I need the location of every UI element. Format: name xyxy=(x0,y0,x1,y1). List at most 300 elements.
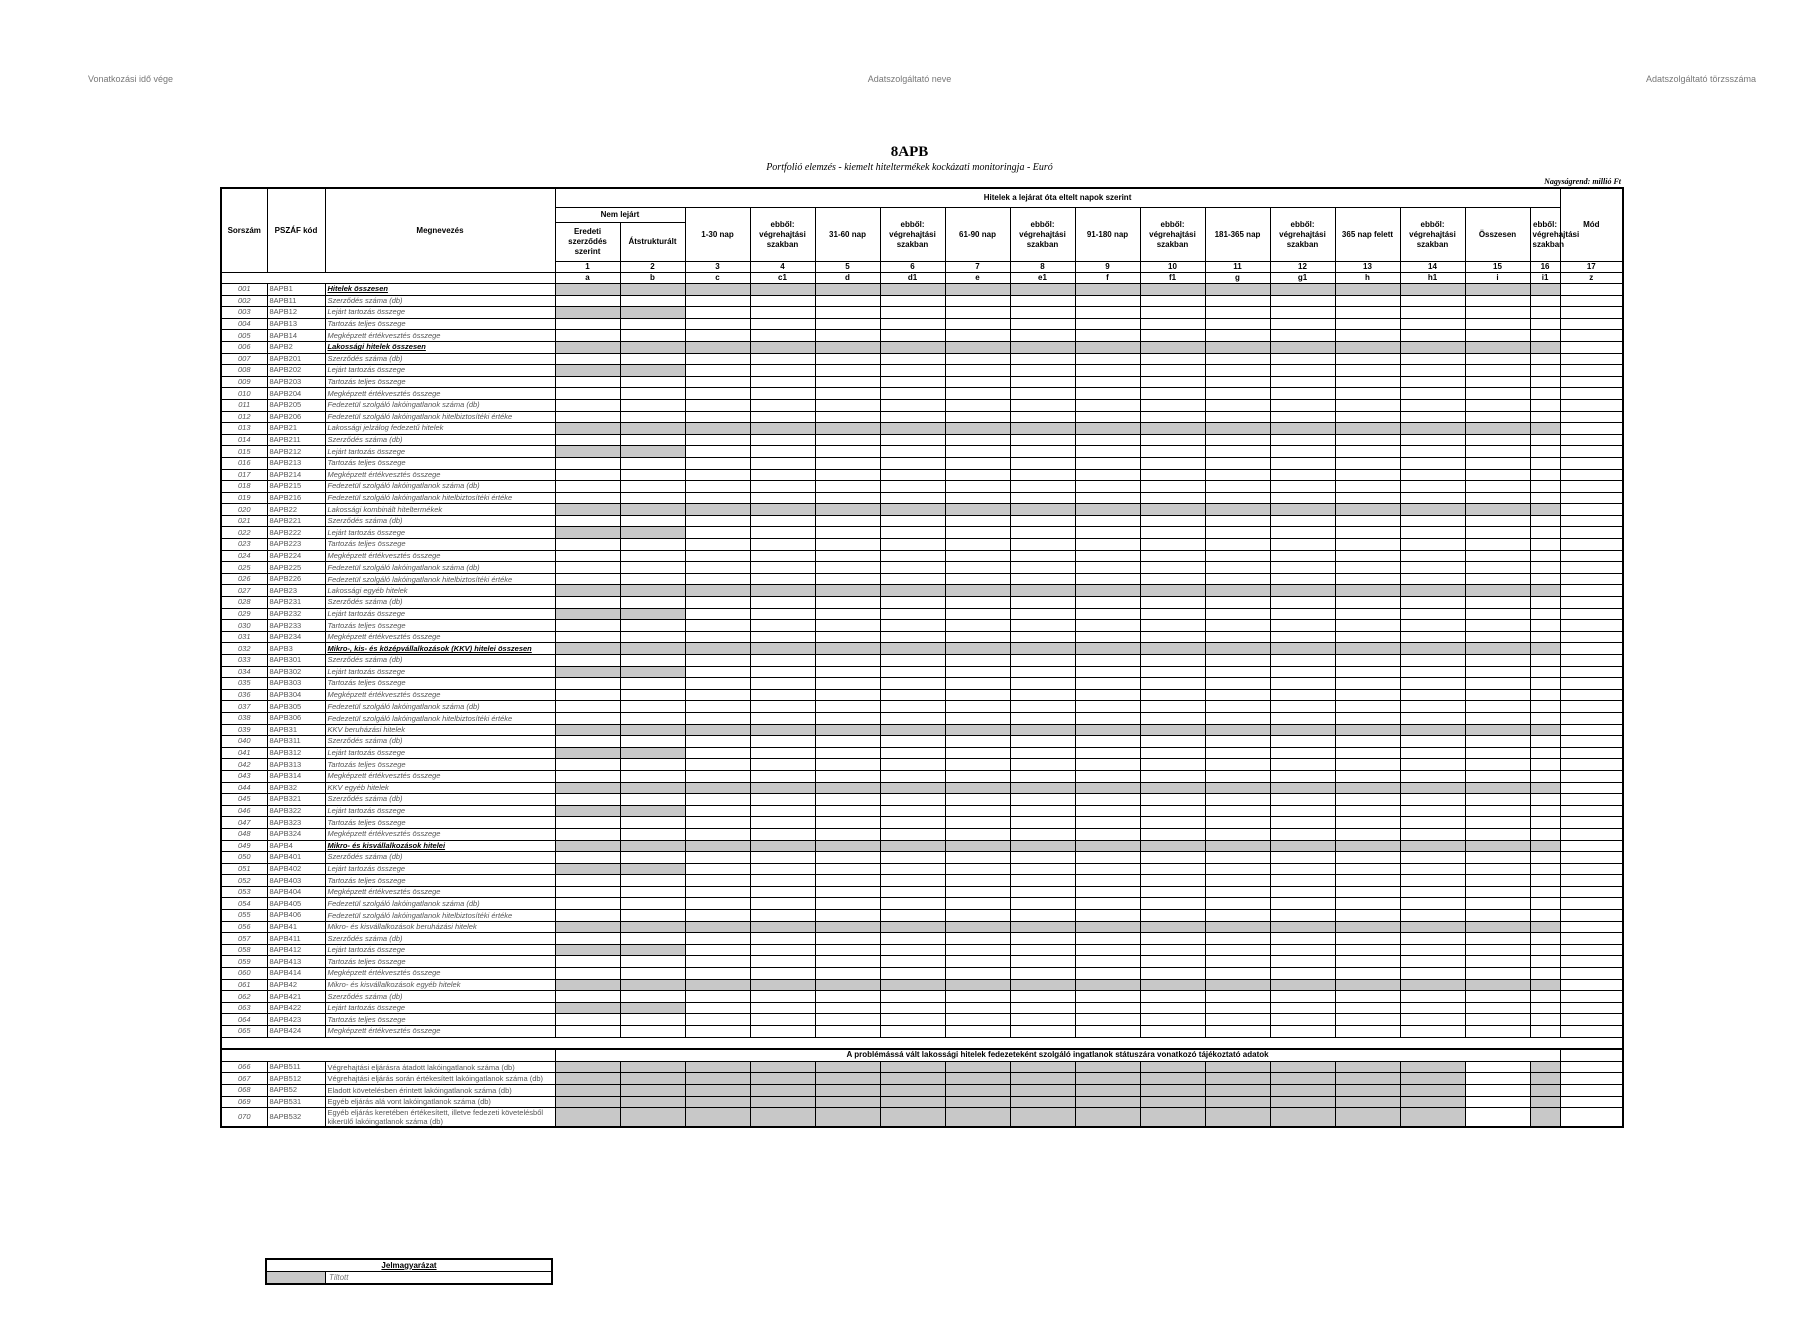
data-cell[interactable] xyxy=(1140,527,1205,539)
data-cell[interactable] xyxy=(945,597,1010,609)
data-cell[interactable] xyxy=(1075,411,1140,423)
data-cell[interactable] xyxy=(1400,910,1465,922)
data-cell[interactable] xyxy=(1205,608,1270,620)
data-cell[interactable] xyxy=(1270,457,1335,469)
data-cell[interactable] xyxy=(685,608,750,620)
data-cell[interactable] xyxy=(1530,678,1560,690)
data-cell[interactable] xyxy=(880,805,945,817)
data-cell[interactable] xyxy=(1075,365,1140,377)
data-cell[interactable] xyxy=(1270,318,1335,330)
data-cell[interactable] xyxy=(880,933,945,945)
data-cell[interactable] xyxy=(1335,353,1400,365)
data-cell[interactable] xyxy=(1075,852,1140,864)
data-cell[interactable] xyxy=(1205,736,1270,748)
data-cell[interactable] xyxy=(1010,828,1075,840)
mod-cell[interactable] xyxy=(1560,307,1623,319)
data-cell[interactable] xyxy=(815,736,880,748)
mod-cell[interactable] xyxy=(1560,620,1623,632)
data-cell[interactable] xyxy=(945,481,1010,493)
data-cell[interactable] xyxy=(620,434,685,446)
data-cell[interactable] xyxy=(750,1014,815,1026)
data-cell[interactable] xyxy=(1140,1002,1205,1014)
data-cell[interactable] xyxy=(1140,631,1205,643)
data-cell[interactable] xyxy=(750,573,815,585)
data-cell[interactable] xyxy=(750,666,815,678)
data-cell[interactable] xyxy=(1465,655,1530,667)
data-cell[interactable] xyxy=(1530,712,1560,724)
data-cell[interactable] xyxy=(1010,898,1075,910)
mod-cell[interactable] xyxy=(1560,457,1623,469)
data-cell[interactable] xyxy=(1465,330,1530,342)
data-cell[interactable] xyxy=(750,434,815,446)
data-cell[interactable] xyxy=(1075,689,1140,701)
mod-cell[interactable] xyxy=(1560,353,1623,365)
data-cell[interactable] xyxy=(685,794,750,806)
data-cell[interactable] xyxy=(945,527,1010,539)
mod-cell[interactable] xyxy=(1560,770,1623,782)
data-cell[interactable] xyxy=(945,910,1010,922)
data-cell[interactable] xyxy=(750,446,815,458)
data-cell[interactable] xyxy=(1140,1014,1205,1026)
data-cell[interactable] xyxy=(1205,527,1270,539)
data-cell[interactable] xyxy=(685,307,750,319)
data-cell[interactable] xyxy=(620,770,685,782)
data-cell[interactable] xyxy=(945,956,1010,968)
data-cell[interactable] xyxy=(1400,550,1465,562)
data-cell[interactable] xyxy=(685,318,750,330)
data-cell[interactable] xyxy=(1010,968,1075,980)
data-cell[interactable] xyxy=(1270,631,1335,643)
data-cell[interactable] xyxy=(750,597,815,609)
data-cell[interactable] xyxy=(1075,469,1140,481)
data-cell[interactable] xyxy=(1140,794,1205,806)
data-cell[interactable] xyxy=(815,573,880,585)
data-cell[interactable] xyxy=(1530,770,1560,782)
data-cell[interactable] xyxy=(1335,770,1400,782)
mod-cell[interactable] xyxy=(1560,1108,1623,1128)
mod-cell[interactable] xyxy=(1560,295,1623,307)
data-cell[interactable] xyxy=(1010,886,1075,898)
data-cell[interactable] xyxy=(1140,469,1205,481)
data-cell[interactable] xyxy=(1270,991,1335,1003)
data-cell[interactable] xyxy=(1140,701,1205,713)
data-cell[interactable] xyxy=(1530,852,1560,864)
data-cell[interactable] xyxy=(1400,376,1465,388)
data-cell[interactable] xyxy=(1465,481,1530,493)
data-cell[interactable] xyxy=(1400,620,1465,632)
mod-cell[interactable] xyxy=(1560,724,1623,736)
data-cell[interactable] xyxy=(1530,469,1560,481)
data-cell[interactable] xyxy=(1335,388,1400,400)
data-cell[interactable] xyxy=(1530,1026,1560,1038)
data-cell[interactable] xyxy=(815,388,880,400)
data-cell[interactable] xyxy=(750,933,815,945)
data-cell[interactable] xyxy=(1270,736,1335,748)
data-cell[interactable] xyxy=(1465,620,1530,632)
data-cell[interactable] xyxy=(1205,875,1270,887)
data-cell[interactable] xyxy=(1335,689,1400,701)
data-cell[interactable] xyxy=(1270,886,1335,898)
data-cell[interactable] xyxy=(880,481,945,493)
data-cell[interactable] xyxy=(685,457,750,469)
data-cell[interactable] xyxy=(815,875,880,887)
data-cell[interactable] xyxy=(815,956,880,968)
data-cell[interactable] xyxy=(555,631,620,643)
data-cell[interactable] xyxy=(1270,562,1335,574)
data-cell[interactable] xyxy=(1205,655,1270,667)
data-cell[interactable] xyxy=(945,365,1010,377)
data-cell[interactable] xyxy=(1400,411,1465,423)
data-cell[interactable] xyxy=(1205,562,1270,574)
data-cell[interactable] xyxy=(685,1002,750,1014)
data-cell[interactable] xyxy=(1270,701,1335,713)
data-cell[interactable] xyxy=(1205,318,1270,330)
data-cell[interactable] xyxy=(1010,933,1075,945)
data-cell[interactable] xyxy=(1075,399,1140,411)
data-cell[interactable] xyxy=(555,712,620,724)
data-cell[interactable] xyxy=(945,399,1010,411)
data-cell[interactable] xyxy=(750,968,815,980)
mod-cell[interactable] xyxy=(1560,828,1623,840)
data-cell[interactable] xyxy=(815,562,880,574)
mod-cell[interactable] xyxy=(1560,492,1623,504)
data-cell[interactable] xyxy=(1205,968,1270,980)
data-cell[interactable] xyxy=(1530,747,1560,759)
data-cell[interactable] xyxy=(555,794,620,806)
data-cell[interactable] xyxy=(620,515,685,527)
data-cell[interactable] xyxy=(815,770,880,782)
data-cell[interactable] xyxy=(1270,805,1335,817)
data-cell[interactable] xyxy=(620,759,685,771)
data-cell[interactable] xyxy=(1270,770,1335,782)
data-cell[interactable] xyxy=(1400,678,1465,690)
data-cell[interactable] xyxy=(1010,736,1075,748)
data-cell[interactable] xyxy=(945,562,1010,574)
mod-cell[interactable] xyxy=(1560,944,1623,956)
mod-cell[interactable] xyxy=(1560,469,1623,481)
data-cell[interactable] xyxy=(815,1014,880,1026)
data-cell[interactable] xyxy=(685,875,750,887)
data-cell[interactable] xyxy=(1465,968,1530,980)
data-cell[interactable] xyxy=(750,527,815,539)
data-cell[interactable] xyxy=(815,446,880,458)
data-cell[interactable] xyxy=(620,550,685,562)
mod-cell[interactable] xyxy=(1560,968,1623,980)
data-cell[interactable] xyxy=(1400,828,1465,840)
data-cell[interactable] xyxy=(1465,898,1530,910)
data-cell[interactable] xyxy=(880,956,945,968)
data-cell[interactable] xyxy=(1140,991,1205,1003)
data-cell[interactable] xyxy=(945,805,1010,817)
data-cell[interactable] xyxy=(1205,539,1270,551)
data-cell[interactable] xyxy=(1140,805,1205,817)
data-cell[interactable] xyxy=(1010,515,1075,527)
data-cell[interactable] xyxy=(555,376,620,388)
data-cell[interactable] xyxy=(945,469,1010,481)
data-cell[interactable] xyxy=(555,318,620,330)
data-cell[interactable] xyxy=(620,886,685,898)
data-cell[interactable] xyxy=(1205,631,1270,643)
data-cell[interactable] xyxy=(555,689,620,701)
data-cell[interactable] xyxy=(555,991,620,1003)
data-cell[interactable] xyxy=(620,457,685,469)
data-cell[interactable] xyxy=(1270,388,1335,400)
data-cell[interactable] xyxy=(1140,1026,1205,1038)
data-cell[interactable] xyxy=(1270,597,1335,609)
data-cell[interactable] xyxy=(1335,608,1400,620)
data-cell[interactable] xyxy=(815,944,880,956)
data-cell[interactable] xyxy=(1205,933,1270,945)
data-cell[interactable] xyxy=(1530,631,1560,643)
data-cell[interactable] xyxy=(750,515,815,527)
data-cell[interactable] xyxy=(1335,399,1400,411)
data-cell[interactable] xyxy=(1465,1108,1530,1128)
data-cell[interactable] xyxy=(1075,1026,1140,1038)
data-cell[interactable] xyxy=(620,898,685,910)
data-cell[interactable] xyxy=(620,736,685,748)
data-cell[interactable] xyxy=(1140,318,1205,330)
data-cell[interactable] xyxy=(945,539,1010,551)
data-cell[interactable] xyxy=(620,794,685,806)
data-cell[interactable] xyxy=(620,330,685,342)
data-cell[interactable] xyxy=(1075,492,1140,504)
mod-cell[interactable] xyxy=(1560,655,1623,667)
data-cell[interactable] xyxy=(1010,469,1075,481)
data-cell[interactable] xyxy=(815,828,880,840)
mod-cell[interactable] xyxy=(1560,1002,1623,1014)
data-cell[interactable] xyxy=(750,318,815,330)
data-cell[interactable] xyxy=(1335,991,1400,1003)
data-cell[interactable] xyxy=(1270,376,1335,388)
data-cell[interactable] xyxy=(880,457,945,469)
data-cell[interactable] xyxy=(815,910,880,922)
data-cell[interactable] xyxy=(1335,933,1400,945)
data-cell[interactable] xyxy=(750,365,815,377)
data-cell[interactable] xyxy=(880,666,945,678)
data-cell[interactable] xyxy=(685,666,750,678)
data-cell[interactable] xyxy=(620,852,685,864)
data-cell[interactable] xyxy=(1270,550,1335,562)
data-cell[interactable] xyxy=(1465,318,1530,330)
data-cell[interactable] xyxy=(1140,968,1205,980)
data-cell[interactable] xyxy=(1530,689,1560,701)
data-cell[interactable] xyxy=(1530,736,1560,748)
data-cell[interactable] xyxy=(1530,492,1560,504)
data-cell[interactable] xyxy=(1010,295,1075,307)
data-cell[interactable] xyxy=(1010,759,1075,771)
data-cell[interactable] xyxy=(750,747,815,759)
data-cell[interactable] xyxy=(1075,330,1140,342)
data-cell[interactable] xyxy=(1400,991,1465,1003)
data-cell[interactable] xyxy=(1140,515,1205,527)
data-cell[interactable] xyxy=(620,539,685,551)
data-cell[interactable] xyxy=(1530,968,1560,980)
data-cell[interactable] xyxy=(1270,307,1335,319)
data-cell[interactable] xyxy=(945,446,1010,458)
data-cell[interactable] xyxy=(1010,1014,1075,1026)
data-cell[interactable] xyxy=(880,736,945,748)
data-cell[interactable] xyxy=(750,469,815,481)
mod-cell[interactable] xyxy=(1560,434,1623,446)
data-cell[interactable] xyxy=(1205,411,1270,423)
data-cell[interactable] xyxy=(1140,689,1205,701)
data-cell[interactable] xyxy=(1270,956,1335,968)
data-cell[interactable] xyxy=(1270,933,1335,945)
mod-cell[interactable] xyxy=(1560,631,1623,643)
data-cell[interactable] xyxy=(1010,794,1075,806)
data-cell[interactable] xyxy=(880,1002,945,1014)
data-cell[interactable] xyxy=(685,678,750,690)
data-cell[interactable] xyxy=(1465,365,1530,377)
data-cell[interactable] xyxy=(1205,991,1270,1003)
data-cell[interactable] xyxy=(1140,307,1205,319)
data-cell[interactable] xyxy=(1465,573,1530,585)
data-cell[interactable] xyxy=(880,550,945,562)
data-cell[interactable] xyxy=(1140,770,1205,782)
data-cell[interactable] xyxy=(945,666,1010,678)
data-cell[interactable] xyxy=(1140,678,1205,690)
data-cell[interactable] xyxy=(1205,666,1270,678)
data-cell[interactable] xyxy=(1140,933,1205,945)
data-cell[interactable] xyxy=(1140,736,1205,748)
data-cell[interactable] xyxy=(555,330,620,342)
data-cell[interactable] xyxy=(750,770,815,782)
data-cell[interactable] xyxy=(620,712,685,724)
data-cell[interactable] xyxy=(620,1026,685,1038)
data-cell[interactable] xyxy=(880,608,945,620)
data-cell[interactable] xyxy=(1465,852,1530,864)
data-cell[interactable] xyxy=(1075,875,1140,887)
data-cell[interactable] xyxy=(685,898,750,910)
data-cell[interactable] xyxy=(685,747,750,759)
data-cell[interactable] xyxy=(1465,805,1530,817)
data-cell[interactable] xyxy=(1205,573,1270,585)
data-cell[interactable] xyxy=(1400,527,1465,539)
data-cell[interactable] xyxy=(750,388,815,400)
data-cell[interactable] xyxy=(1140,562,1205,574)
data-cell[interactable] xyxy=(750,1002,815,1014)
data-cell[interactable] xyxy=(815,666,880,678)
data-cell[interactable] xyxy=(880,539,945,551)
data-cell[interactable] xyxy=(1205,898,1270,910)
data-cell[interactable] xyxy=(1530,457,1560,469)
data-cell[interactable] xyxy=(1530,573,1560,585)
data-cell[interactable] xyxy=(815,1026,880,1038)
data-cell[interactable] xyxy=(1205,330,1270,342)
data-cell[interactable] xyxy=(945,770,1010,782)
data-cell[interactable] xyxy=(1335,446,1400,458)
data-cell[interactable] xyxy=(1335,759,1400,771)
data-cell[interactable] xyxy=(1530,898,1560,910)
data-cell[interactable] xyxy=(1075,631,1140,643)
data-cell[interactable] xyxy=(1465,446,1530,458)
data-cell[interactable] xyxy=(1010,875,1075,887)
data-cell[interactable] xyxy=(1530,481,1560,493)
data-cell[interactable] xyxy=(685,944,750,956)
data-cell[interactable] xyxy=(685,712,750,724)
data-cell[interactable] xyxy=(1075,933,1140,945)
data-cell[interactable] xyxy=(945,492,1010,504)
data-cell[interactable] xyxy=(1010,411,1075,423)
data-cell[interactable] xyxy=(555,1014,620,1026)
mod-cell[interactable] xyxy=(1560,585,1623,597)
mod-cell[interactable] xyxy=(1560,747,1623,759)
mod-cell[interactable] xyxy=(1560,643,1623,655)
mod-cell[interactable] xyxy=(1560,573,1623,585)
data-cell[interactable] xyxy=(620,655,685,667)
data-cell[interactable] xyxy=(750,1026,815,1038)
data-cell[interactable] xyxy=(620,597,685,609)
data-cell[interactable] xyxy=(685,956,750,968)
data-cell[interactable] xyxy=(815,620,880,632)
data-cell[interactable] xyxy=(555,1026,620,1038)
data-cell[interactable] xyxy=(880,828,945,840)
mod-cell[interactable] xyxy=(1560,689,1623,701)
data-cell[interactable] xyxy=(1140,411,1205,423)
data-cell[interactable] xyxy=(1400,655,1465,667)
data-cell[interactable] xyxy=(1075,550,1140,562)
data-cell[interactable] xyxy=(1075,608,1140,620)
data-cell[interactable] xyxy=(750,852,815,864)
data-cell[interactable] xyxy=(880,434,945,446)
data-cell[interactable] xyxy=(1075,886,1140,898)
data-cell[interactable] xyxy=(1530,886,1560,898)
data-cell[interactable] xyxy=(620,469,685,481)
data-cell[interactable] xyxy=(1335,481,1400,493)
data-cell[interactable] xyxy=(750,805,815,817)
mod-cell[interactable] xyxy=(1560,805,1623,817)
data-cell[interactable] xyxy=(750,794,815,806)
mod-cell[interactable] xyxy=(1560,341,1623,353)
data-cell[interactable] xyxy=(750,689,815,701)
data-cell[interactable] xyxy=(880,678,945,690)
data-cell[interactable] xyxy=(1465,527,1530,539)
data-cell[interactable] xyxy=(880,910,945,922)
data-cell[interactable] xyxy=(945,747,1010,759)
mod-cell[interactable] xyxy=(1560,1096,1623,1108)
data-cell[interactable] xyxy=(1530,666,1560,678)
data-cell[interactable] xyxy=(685,492,750,504)
data-cell[interactable] xyxy=(750,411,815,423)
data-cell[interactable] xyxy=(1465,1026,1530,1038)
data-cell[interactable] xyxy=(1465,910,1530,922)
mod-cell[interactable] xyxy=(1560,759,1623,771)
data-cell[interactable] xyxy=(815,295,880,307)
data-cell[interactable] xyxy=(1270,712,1335,724)
mod-cell[interactable] xyxy=(1560,597,1623,609)
data-cell[interactable] xyxy=(1530,376,1560,388)
data-cell[interactable] xyxy=(1465,1061,1530,1073)
data-cell[interactable] xyxy=(945,515,1010,527)
data-cell[interactable] xyxy=(1335,492,1400,504)
data-cell[interactable] xyxy=(1335,376,1400,388)
data-cell[interactable] xyxy=(1010,573,1075,585)
data-cell[interactable] xyxy=(750,910,815,922)
data-cell[interactable] xyxy=(750,655,815,667)
data-cell[interactable] xyxy=(1335,863,1400,875)
data-cell[interactable] xyxy=(1140,481,1205,493)
data-cell[interactable] xyxy=(1075,573,1140,585)
mod-cell[interactable] xyxy=(1560,956,1623,968)
data-cell[interactable] xyxy=(880,631,945,643)
data-cell[interactable] xyxy=(1075,666,1140,678)
data-cell[interactable] xyxy=(1270,434,1335,446)
data-cell[interactable] xyxy=(1205,365,1270,377)
mod-cell[interactable] xyxy=(1560,365,1623,377)
data-cell[interactable] xyxy=(685,1026,750,1038)
data-cell[interactable] xyxy=(685,910,750,922)
data-cell[interactable] xyxy=(1530,1002,1560,1014)
